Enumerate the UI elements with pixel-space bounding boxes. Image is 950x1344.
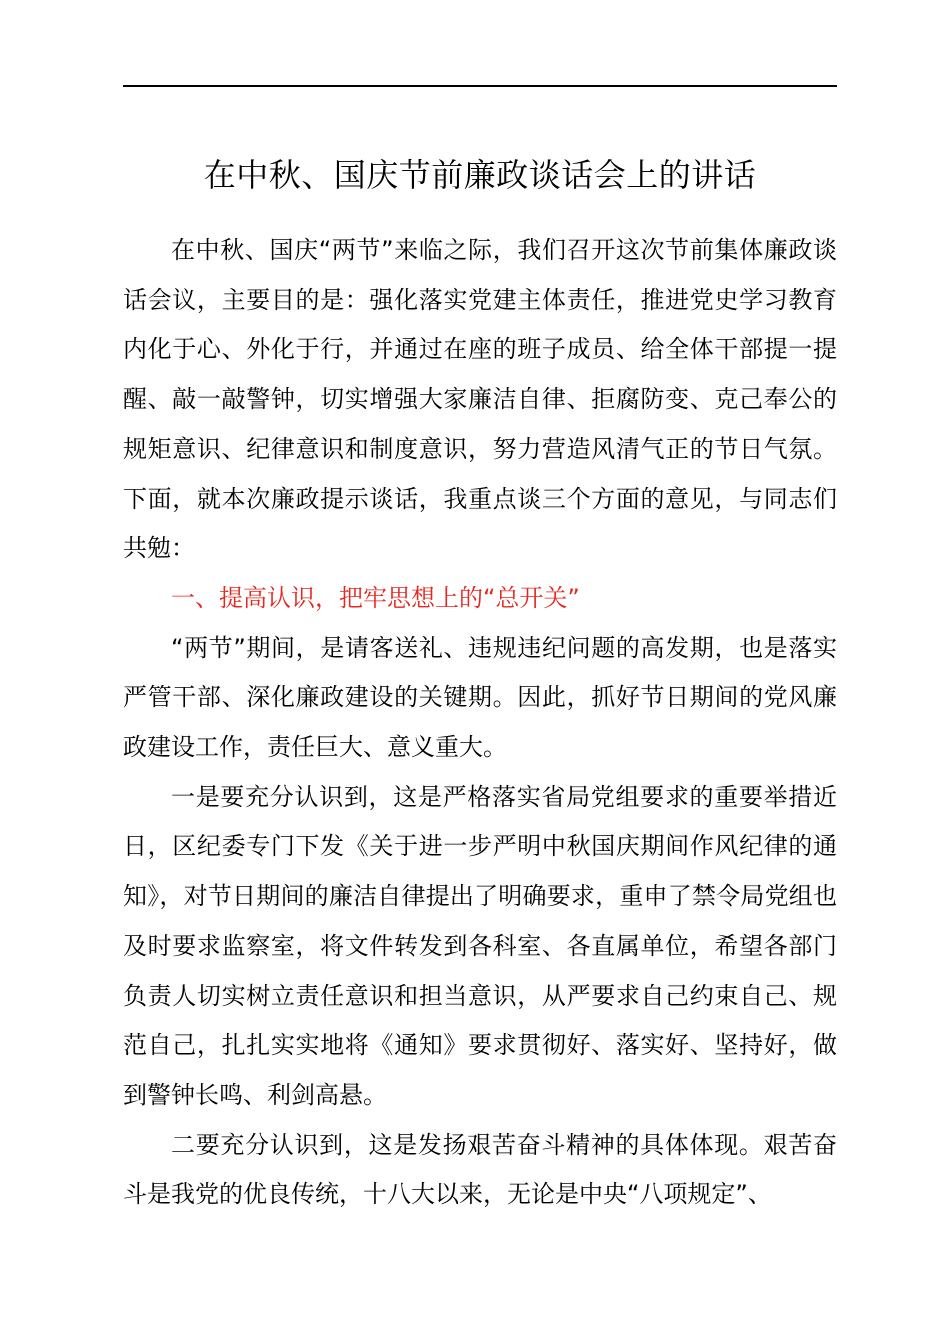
top-rule	[123, 85, 837, 87]
body-paragraph: 一是要充分认识到，这是严格落实省局党组要求的重要举措近日，区纪委专门下发《关于进一步严明中秋国庆期间作风纪律的通知》，对节日期间的廉洁自律提出了明确要求，重申了禁令局党组也及时要求监察室，将文件转发到各科室、各直属单位，希望各部门负责人切实树立责任意识和担当意识，从严要求自己约束自己、规范自己，扎扎实实地将《通知》要求贯彻好、落实好、坚持好，做到警钟长鸣、利剑高悬。	[123, 782, 837, 1109]
intro-paragraph: 在中秋、国庆“两节”来临之际，我们召开这次节前集体廉政谈话会议，主要目的是：强化落实党建主体责任，推进党史学习教育内化于心、外化于行，并通过在座的班子成员、给全体干部提一提醒、敲一敲警钟，切实增强大家廉洁自律、拒腐防变、克己奉公的规矩意识、纪律意识和制度意识，努力营造风清气正的节日气氛。下面，就本次廉政提示谈话，我重点谈三个方面的意见，与同志们共勉：	[123, 236, 837, 563]
body-paragraph: 二要充分认识到，这是发扬艰苦奋斗精神的具体体现。艰苦奋斗是我党的优良传统，十八大以来，无论是中央“八项规定”、	[123, 1130, 837, 1209]
document-body	[123, 226, 837, 1220]
body-paragraph: “两节”期间，是请客送礼、违规违纪问题的高发期，也是落实严管干部、深化廉政建设的关键期。因此，抓好节日期间的党风廉政建设工作，责任巨大、意义重大。	[123, 633, 837, 762]
section-heading: 一、提高认识，把牢思想上的“总开关”	[171, 583, 580, 612]
document-title: 在中秋、国庆节前廉政谈话会上的讲话	[203, 156, 757, 194]
